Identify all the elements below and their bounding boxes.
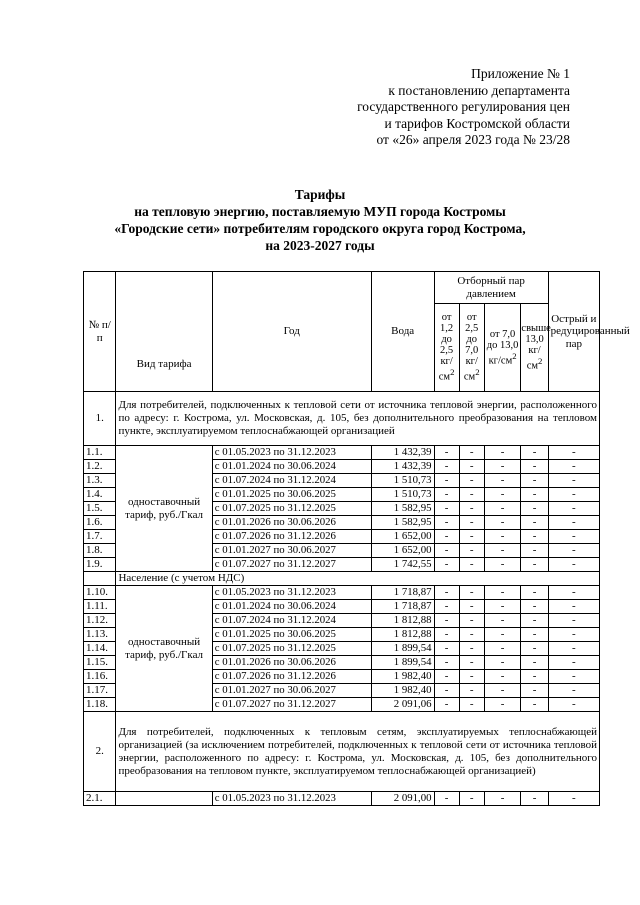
row-dash-value: - bbox=[484, 488, 521, 502]
row-water-value: 1 812,88 bbox=[371, 614, 434, 628]
row-dash-value: - bbox=[521, 558, 548, 572]
row-period: с 01.01.2027 по 30.06.2027 bbox=[212, 684, 371, 698]
row-number: 1.9. bbox=[84, 558, 116, 572]
col-header-pressure-2: от 2,5 до 7,0 $кг/см^2$ bbox=[459, 304, 484, 392]
title-line: на 2023-2027 годы bbox=[265, 238, 375, 253]
row-dash-value: - bbox=[484, 628, 521, 642]
row-dash-value: - bbox=[484, 586, 521, 600]
group-label: Население (с учетом НДС) bbox=[116, 572, 600, 586]
row-period: с 01.07.2027 по 31.12.2027 bbox=[212, 558, 371, 572]
section-description: Для потребителей, подключенных к тепловым сетям, эксплуатируемых теплоснабжающей организацией (за исключением потребителей, подключенных к тепловой сети от источника тепловой энергии, расположенного по адресу: г. Кострома, ул. Московская, д. 105, без дополнительного преобразования на тепловом пункте, эксплуатируемом теплоснабжающей организацией) bbox=[116, 712, 600, 792]
row-dash-value: - bbox=[521, 586, 548, 600]
row-number: 1.8. bbox=[84, 544, 116, 558]
row-period: с 01.01.2025 по 30.06.2025 bbox=[212, 488, 371, 502]
section-row bbox=[84, 392, 600, 446]
row-dash-value: - bbox=[521, 488, 548, 502]
row-dash-value: - bbox=[459, 586, 484, 600]
row-number: 1.11. bbox=[84, 600, 116, 614]
row-period: с 01.01.2026 по 30.06.2026 bbox=[212, 516, 371, 530]
group-label-row bbox=[84, 572, 600, 586]
row-water-value: 1 899,54 bbox=[371, 642, 434, 656]
row-dash-value: - bbox=[548, 558, 599, 572]
row-number: 2.1. bbox=[84, 792, 116, 806]
row-dash-value: - bbox=[484, 530, 521, 544]
row-dash-value: - bbox=[484, 792, 521, 806]
row-number: 1.12. bbox=[84, 614, 116, 628]
tariff-type-cell bbox=[116, 792, 212, 806]
row-dash-value: - bbox=[459, 460, 484, 474]
title-line: на тепловую энергию, поставляемую МУП города Костромы bbox=[134, 204, 506, 219]
row-dash-value: - bbox=[459, 684, 484, 698]
row-dash-value: - bbox=[548, 614, 599, 628]
row-dash-value: - bbox=[434, 600, 459, 614]
row-dash-value: - bbox=[484, 600, 521, 614]
section-number: 1. bbox=[84, 392, 116, 446]
row-number: 1.18. bbox=[84, 698, 116, 712]
row-dash-value: - bbox=[434, 474, 459, 488]
row-water-value: 1 718,87 bbox=[371, 600, 434, 614]
row-dash-value: - bbox=[548, 698, 599, 712]
appendix-line: от «26» апреля 2023 года № 23/28 bbox=[376, 132, 570, 147]
row-dash-value: - bbox=[548, 656, 599, 670]
row-water-value: 1 652,00 bbox=[371, 530, 434, 544]
appendix-line: государственного регулирования цен bbox=[357, 99, 570, 114]
col-header-number: № п/п bbox=[84, 272, 116, 392]
row-number: 1.13. bbox=[84, 628, 116, 642]
row-dash-value: - bbox=[521, 628, 548, 642]
row-dash-value: - bbox=[484, 670, 521, 684]
row-dash-value: - bbox=[521, 684, 548, 698]
table-row bbox=[84, 586, 600, 600]
row-dash-value: - bbox=[434, 792, 459, 806]
col-header-pressure-3: от 7,0 до 13,0 $кг/см^2$ bbox=[484, 304, 521, 392]
row-dash-value: - bbox=[459, 642, 484, 656]
row-dash-value: - bbox=[434, 502, 459, 516]
row-dash-value: - bbox=[484, 642, 521, 656]
row-number: 1.14. bbox=[84, 642, 116, 656]
section-description: Для потребителей, подключенных к тепловой сети от источника тепловой энергии, расположенного по адресу: г. Кострома, ул. Московская, д. 105, без дополнительного преобразования на тепловом пункте, эксплуатируемом теплоснабжающей организацией bbox=[116, 392, 600, 446]
col-header-water: Вода bbox=[371, 272, 434, 392]
col-header-tariff-type: Вид тарифа bbox=[116, 304, 212, 392]
row-dash-value: - bbox=[459, 558, 484, 572]
row-dash-value: - bbox=[434, 488, 459, 502]
section-number: 2. bbox=[84, 712, 116, 792]
row-period: с 01.05.2023 по 31.12.2023 bbox=[212, 792, 371, 806]
row-dash-value: - bbox=[521, 446, 548, 460]
row-period: с 01.01.2024 по 30.06.2024 bbox=[212, 460, 371, 474]
row-dash-value: - bbox=[548, 670, 599, 684]
row-dash-value: - bbox=[434, 446, 459, 460]
row-dash-value: - bbox=[521, 460, 548, 474]
row-dash-value: - bbox=[434, 628, 459, 642]
row-number-blank bbox=[84, 572, 116, 586]
row-period: с 01.07.2026 по 31.12.2026 bbox=[212, 670, 371, 684]
row-dash-value: - bbox=[521, 670, 548, 684]
row-water-value: 2 091,00 bbox=[371, 792, 434, 806]
row-dash-value: - bbox=[434, 558, 459, 572]
row-number: 1.2. bbox=[84, 460, 116, 474]
row-number: 1.15. bbox=[84, 656, 116, 670]
appendix-line: Приложение № 1 bbox=[471, 66, 570, 81]
row-dash-value: - bbox=[484, 474, 521, 488]
col-header-steam-group: Отборный пар давлением bbox=[434, 272, 548, 304]
appendix-line: к постановлению департамента bbox=[388, 82, 570, 98]
row-dash-value: - bbox=[548, 642, 599, 656]
row-dash-value: - bbox=[434, 642, 459, 656]
row-dash-value: - bbox=[459, 488, 484, 502]
row-dash-value: - bbox=[434, 656, 459, 670]
row-water-value: 1 982,40 bbox=[371, 670, 434, 684]
row-period: с 01.07.2024 по 31.12.2024 bbox=[212, 614, 371, 628]
row-dash-value: - bbox=[459, 446, 484, 460]
row-dash-value: - bbox=[434, 684, 459, 698]
row-dash-value: - bbox=[434, 460, 459, 474]
row-dash-value: - bbox=[434, 544, 459, 558]
row-dash-value: - bbox=[434, 614, 459, 628]
row-number: 1.7. bbox=[84, 530, 116, 544]
row-water-value: 1 982,40 bbox=[371, 684, 434, 698]
row-dash-value: - bbox=[484, 558, 521, 572]
row-water-value: 1 812,88 bbox=[371, 628, 434, 642]
tariff-type-cell: одноставочный тариф, руб./Гкал bbox=[116, 446, 212, 572]
row-dash-value: - bbox=[484, 684, 521, 698]
row-number: 1.5. bbox=[84, 502, 116, 516]
row-dash-value: - bbox=[521, 642, 548, 656]
row-dash-value: - bbox=[459, 670, 484, 684]
row-number: 1.16. bbox=[84, 670, 116, 684]
row-water-value: 1 432,39 bbox=[371, 446, 434, 460]
row-dash-value: - bbox=[459, 614, 484, 628]
row-water-value: 1 718,87 bbox=[371, 586, 434, 600]
row-dash-value: - bbox=[434, 530, 459, 544]
row-period: с 01.01.2024 по 30.06.2024 bbox=[212, 600, 371, 614]
tariff-table-body bbox=[84, 272, 630, 806]
col-header-blank bbox=[116, 272, 212, 304]
row-water-value: 1 742,55 bbox=[371, 558, 434, 572]
document-title bbox=[90, 186, 550, 254]
row-dash-value: - bbox=[548, 792, 599, 806]
row-dash-value: - bbox=[459, 530, 484, 544]
row-dash-value: - bbox=[548, 446, 599, 460]
row-dash-value: - bbox=[548, 586, 599, 600]
table-row bbox=[84, 792, 600, 806]
row-dash-value: - bbox=[484, 656, 521, 670]
col-header-sharp-steam: Острый и редуцированный пар bbox=[548, 272, 599, 392]
row-dash-value: - bbox=[434, 586, 459, 600]
row-dash-value: - bbox=[548, 488, 599, 502]
row-number: 1.6. bbox=[84, 516, 116, 530]
row-dash-value: - bbox=[548, 530, 599, 544]
row-dash-value: - bbox=[521, 792, 548, 806]
tariff-type-cell: одноставочный тариф, руб./Гкал bbox=[116, 586, 212, 712]
section-row bbox=[84, 712, 600, 792]
row-dash-value: - bbox=[484, 446, 521, 460]
row-period: с 01.01.2027 по 30.06.2027 bbox=[212, 544, 371, 558]
row-dash-value: - bbox=[434, 670, 459, 684]
row-number: 1.10. bbox=[84, 586, 116, 600]
row-dash-value: - bbox=[521, 600, 548, 614]
table-row bbox=[84, 446, 600, 460]
row-dash-value: - bbox=[484, 516, 521, 530]
col-header-pressure-4: свыше 13,0 $кг/см^2$ bbox=[521, 304, 548, 392]
row-water-value: 1 899,54 bbox=[371, 656, 434, 670]
row-dash-value: - bbox=[459, 792, 484, 806]
row-water-value: 1 510,73 bbox=[371, 474, 434, 488]
row-dash-value: - bbox=[521, 530, 548, 544]
row-water-value: 2 091,06 bbox=[371, 698, 434, 712]
appendix-line: и тарифов Костромской области bbox=[384, 115, 570, 131]
row-dash-value: - bbox=[548, 544, 599, 558]
row-period: с 01.07.2026 по 31.12.2026 bbox=[212, 530, 371, 544]
row-period: с 01.07.2025 по 31.12.2025 bbox=[212, 642, 371, 656]
tariff-table bbox=[83, 271, 630, 806]
row-dash-value: - bbox=[459, 544, 484, 558]
row-water-value: 1 510,73 bbox=[371, 488, 434, 502]
row-dash-value: - bbox=[548, 516, 599, 530]
row-water-value: 1 652,00 bbox=[371, 544, 434, 558]
title-line: «Городские сети» потребителям городского округа город Кострома, bbox=[114, 221, 526, 236]
row-dash-value: - bbox=[484, 544, 521, 558]
row-dash-value: - bbox=[459, 516, 484, 530]
row-dash-value: - bbox=[521, 698, 548, 712]
col-header-pressure-1: от 1,2 до 2,5 $кг/см^2$ bbox=[434, 304, 459, 392]
row-dash-value: - bbox=[548, 474, 599, 488]
row-water-value: 1 582,95 bbox=[371, 502, 434, 516]
title-line: Тарифы bbox=[294, 187, 346, 202]
row-dash-value: - bbox=[548, 502, 599, 516]
row-dash-value: - bbox=[548, 600, 599, 614]
row-dash-value: - bbox=[459, 502, 484, 516]
row-dash-value: - bbox=[521, 474, 548, 488]
row-dash-value: - bbox=[459, 628, 484, 642]
row-number: 1.4. bbox=[84, 488, 116, 502]
row-dash-value: - bbox=[521, 502, 548, 516]
row-dash-value: - bbox=[459, 474, 484, 488]
appendix-header bbox=[357, 66, 570, 149]
row-period: с 01.07.2027 по 31.12.2027 bbox=[212, 698, 371, 712]
row-dash-value: - bbox=[484, 614, 521, 628]
row-dash-value: - bbox=[521, 544, 548, 558]
row-period: с 01.01.2026 по 30.06.2026 bbox=[212, 656, 371, 670]
row-dash-value: - bbox=[548, 684, 599, 698]
row-dash-value: - bbox=[434, 698, 459, 712]
row-dash-value: - bbox=[548, 628, 599, 642]
row-period: с 01.05.2023 по 31.12.2023 bbox=[212, 446, 371, 460]
row-dash-value: - bbox=[521, 614, 548, 628]
row-number: 1.3. bbox=[84, 474, 116, 488]
row-dash-value: - bbox=[459, 698, 484, 712]
row-dash-value: - bbox=[484, 698, 521, 712]
row-water-value: 1 582,95 bbox=[371, 516, 434, 530]
row-dash-value: - bbox=[459, 600, 484, 614]
col-header-year: Год bbox=[212, 272, 371, 392]
row-number: 1.1. bbox=[84, 446, 116, 460]
row-dash-value: - bbox=[459, 656, 484, 670]
row-period: с 01.07.2024 по 31.12.2024 bbox=[212, 474, 371, 488]
row-water-value: 1 432,39 bbox=[371, 460, 434, 474]
row-period: с 01.07.2025 по 31.12.2025 bbox=[212, 502, 371, 516]
row-period: с 01.01.2025 по 30.06.2025 bbox=[212, 628, 371, 642]
row-dash-value: - bbox=[484, 460, 521, 474]
row-dash-value: - bbox=[521, 516, 548, 530]
row-number: 1.17. bbox=[84, 684, 116, 698]
row-period: с 01.05.2023 по 31.12.2023 bbox=[212, 586, 371, 600]
row-dash-value: - bbox=[548, 460, 599, 474]
row-dash-value: - bbox=[434, 516, 459, 530]
row-dash-value: - bbox=[521, 656, 548, 670]
row-dash-value: - bbox=[484, 502, 521, 516]
